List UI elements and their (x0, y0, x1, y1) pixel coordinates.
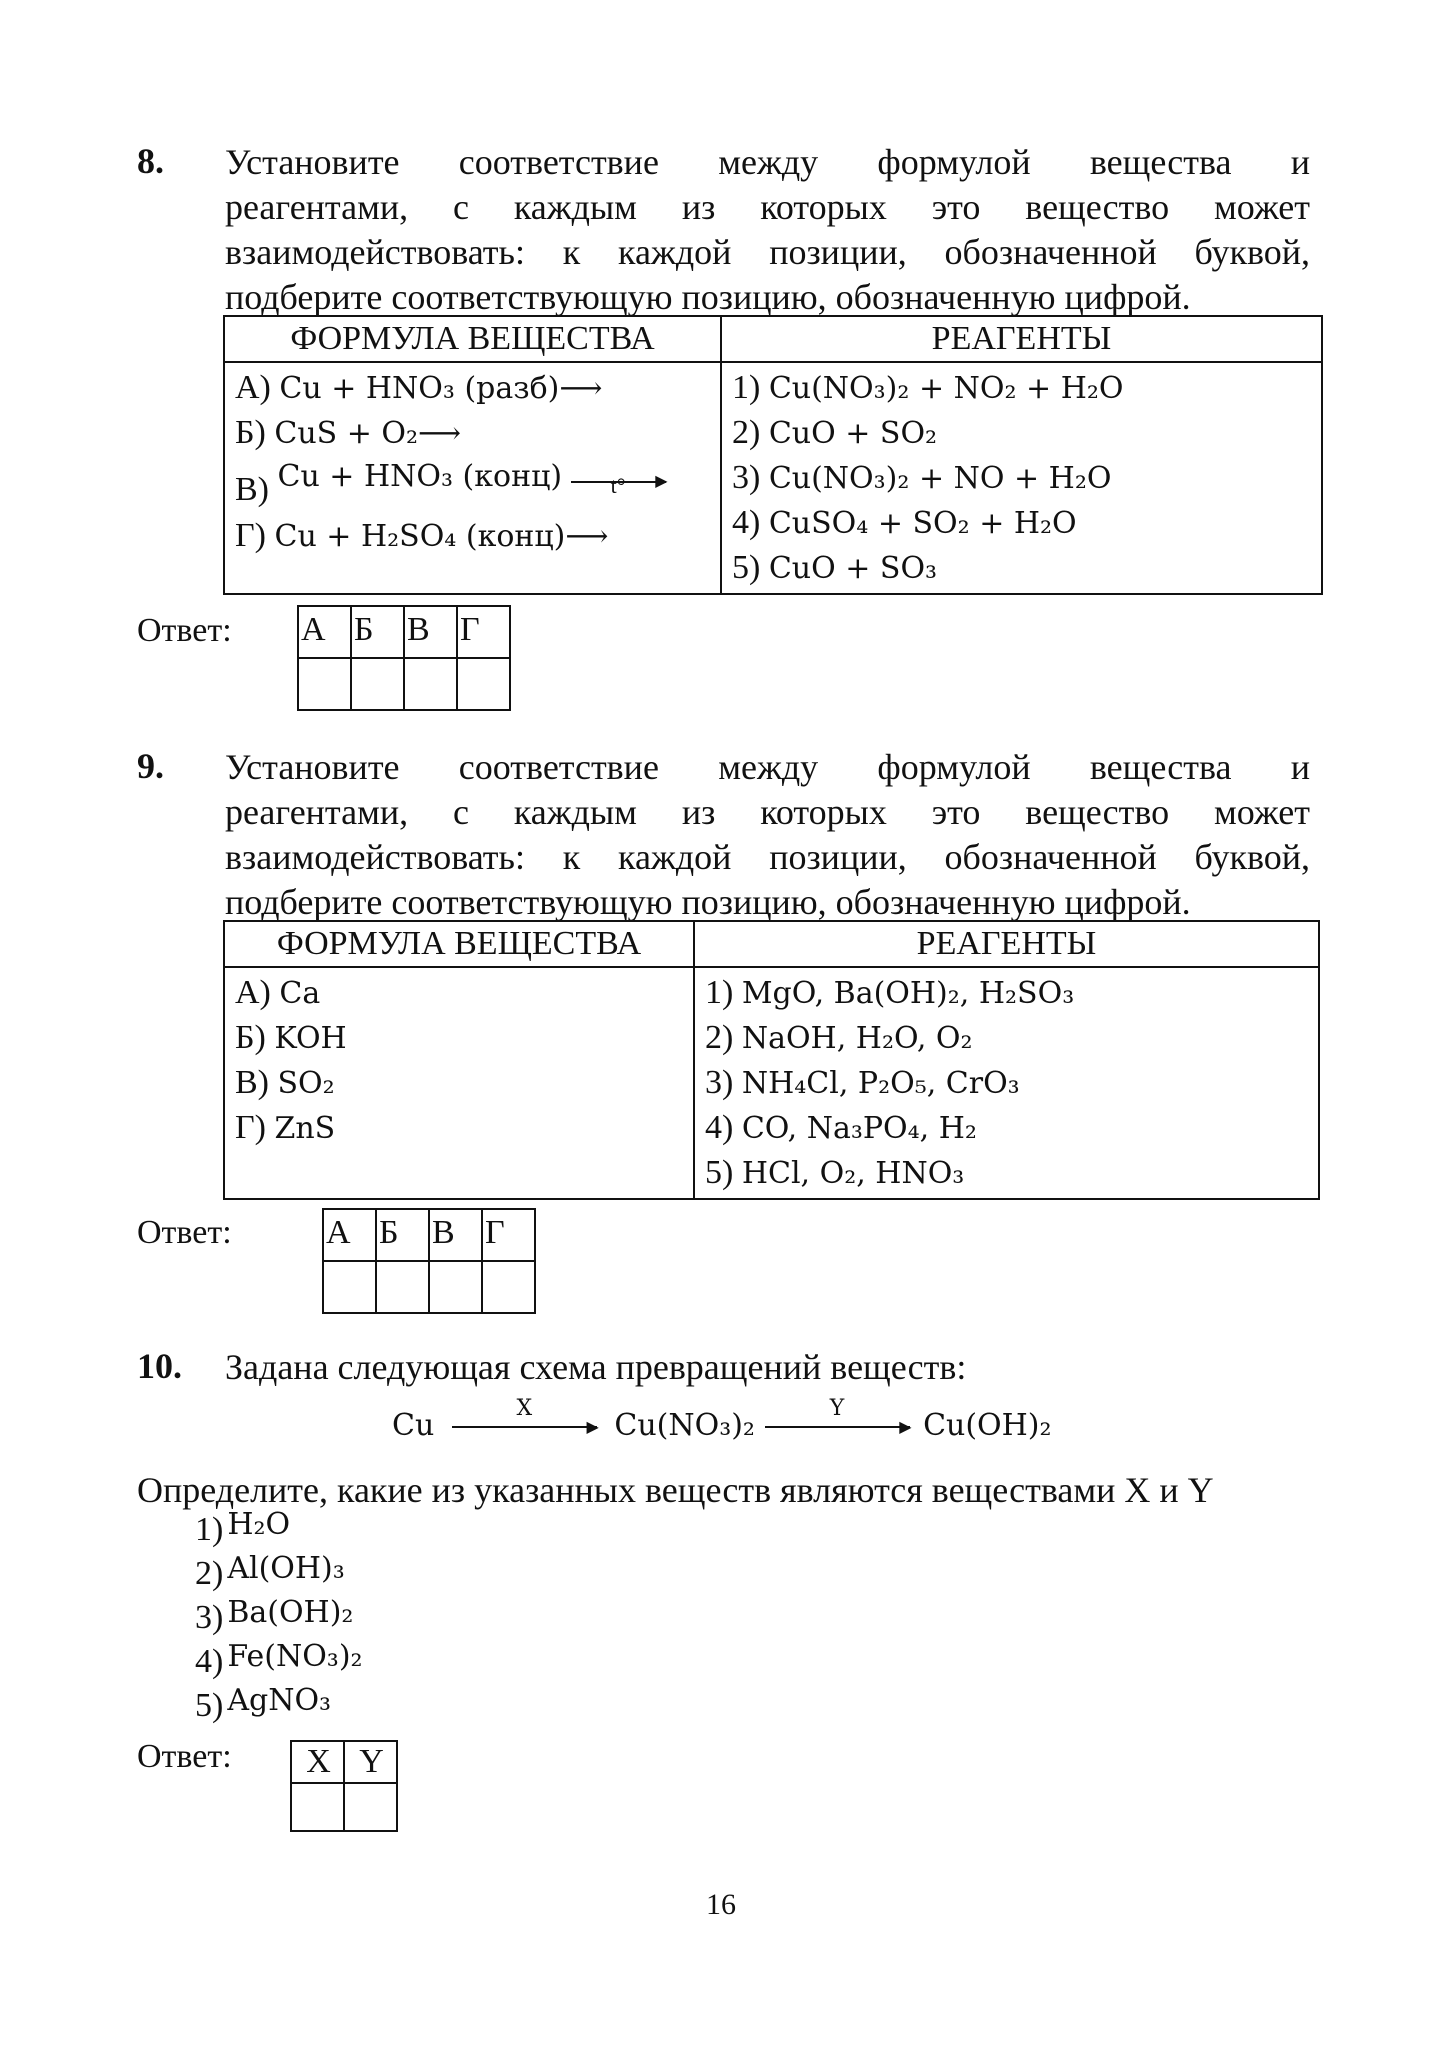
scheme-start: Cu (392, 1408, 435, 1443)
option-item (195, 1508, 363, 1552)
question-8-number: 8. (137, 141, 164, 181)
question-8-text (225, 140, 1310, 320)
option-text: Al(OH)₃ (227, 1551, 345, 1586)
option-text: Fe(NO₃)₂ (227, 1639, 363, 1674)
reagent-item (732, 500, 1311, 545)
question-10-options (195, 1508, 363, 1728)
question-9-number: 9. (137, 746, 164, 786)
formula-text: SO₂ (277, 1066, 335, 1101)
reagent-text: NaOH, H₂O, O₂ (741, 1021, 973, 1056)
item-label: Б) (235, 414, 266, 451)
formula-column (224, 967, 694, 1199)
formula-text: Cu + HNO₃ (разб)⟶ (279, 371, 603, 406)
question-10-question: Определите, какие из указанных веществ являются веществами X и Y (137, 1470, 1214, 1510)
question-9-line-3: взаимодействовать: к каждой позиции, обозначенной буквой, (225, 837, 1310, 877)
item-label: Г) (235, 1109, 266, 1146)
item-label: 5) (705, 1154, 734, 1191)
reagent-text: NH₄Cl, P₂O₅, CrO₃ (741, 1066, 1020, 1101)
reagent-item (732, 410, 1311, 455)
reagent-item (732, 365, 1311, 410)
formula-item (235, 410, 710, 455)
reagents-column-header: РЕАГЕНТЫ (694, 921, 1319, 967)
option-item (195, 1552, 363, 1596)
option-label: 2) (195, 1555, 224, 1592)
question-10-number: 10. (137, 1346, 182, 1386)
formula-item (235, 1060, 683, 1105)
formula-text: Cu + HNO₃ (конц) (277, 459, 563, 494)
item-label: 1) (732, 369, 761, 406)
formula-text: CuS + O₂⟶ (274, 416, 462, 451)
question-9-answer-grid (322, 1208, 536, 1314)
option-label: 3) (195, 1599, 224, 1636)
reagent-item (705, 1105, 1308, 1150)
arrow-label-x: X (516, 1396, 533, 1421)
formula-text: Cu + H₂SO₄ (конц)⟶ (274, 519, 609, 554)
formula-item (235, 1105, 683, 1150)
option-item (195, 1684, 363, 1728)
answer-header-cell: А (298, 606, 351, 658)
reaction-arrow-icon: t° ▶ (571, 481, 666, 483)
arrow-label-y: Y (829, 1396, 845, 1421)
formula-item (235, 455, 710, 513)
answer-input-cell[interactable] (323, 1261, 376, 1313)
formula-item (235, 970, 683, 1015)
answer-input-cell[interactable] (376, 1261, 429, 1313)
question-10-intro: Задана следующая схема превращений веществ: (225, 1347, 967, 1387)
option-text: H₂O (227, 1507, 291, 1542)
formula-column (224, 362, 721, 594)
item-label: 4) (705, 1109, 734, 1146)
formula-column-header: ФОРМУЛА ВЕЩЕСТВА (224, 921, 694, 967)
answer-input-cell[interactable] (482, 1261, 535, 1313)
item-label: 3) (732, 459, 761, 496)
formula-text: ZnS (274, 1111, 336, 1146)
item-label: 2) (732, 414, 761, 451)
question-9-line-2: реагентами, с каждым из которых это вещество может (225, 792, 1310, 832)
page-number: 16 (706, 1888, 736, 1921)
answer-input-cell[interactable] (351, 658, 404, 710)
reagent-text: CuSO₄ + SO₂ + H₂O (768, 506, 1077, 541)
option-label: 5) (195, 1687, 224, 1724)
answer-header-cell: А (323, 1209, 376, 1261)
reagents-column-header: РЕАГЕНТЫ (721, 316, 1322, 362)
option-text: AgNO₃ (227, 1683, 332, 1718)
option-label: 4) (195, 1643, 224, 1680)
answer-input-cell[interactable] (344, 1783, 397, 1831)
scheme-end: Cu(OH)₂ (923, 1408, 1052, 1443)
item-label: В) (235, 471, 269, 508)
reagent-item (705, 970, 1308, 1015)
answer-input-cell[interactable] (429, 1261, 482, 1313)
question-9-line-4: подберите соответствующую позицию, обозначенную цифрой. (225, 882, 1191, 922)
item-label: Г) (235, 517, 266, 554)
question-8-matching-table (223, 315, 1323, 595)
reagent-item (705, 1015, 1308, 1060)
arrow-x-icon: X ▶ (452, 1426, 597, 1428)
item-label: 4) (732, 504, 761, 541)
item-label: 2) (705, 1019, 734, 1056)
reagent-text: CO, Na₃PO₄, H₂ (741, 1111, 977, 1146)
reagent-item (732, 545, 1311, 590)
item-label: В) (235, 1064, 269, 1101)
reagent-text: Cu(NO₃)₂ + NO₂ + H₂O (768, 371, 1124, 406)
answer-input-cell[interactable] (457, 658, 510, 710)
question-8-line-1: Установите соответствие между формулой вещества и (225, 142, 1310, 182)
question-8-line-2: реагентами, с каждым из которых это вещество может (225, 187, 1310, 227)
item-label: А) (235, 369, 271, 406)
arrow-y-icon: Y ▶ (765, 1426, 910, 1428)
reagent-text: Cu(NO₃)₂ + NO + H₂O (768, 461, 1112, 496)
answer-input-cell[interactable] (291, 1783, 344, 1831)
arrow-label: t° (610, 473, 626, 499)
question-10-answer-grid (290, 1740, 398, 1832)
option-item (195, 1596, 363, 1640)
answer-header-cell: В (404, 606, 457, 658)
option-label: 1) (195, 1511, 224, 1548)
answer-header-cell: Б (351, 606, 404, 658)
formula-column-header: ФОРМУЛА ВЕЩЕСТВА (224, 316, 721, 362)
item-label: 5) (732, 549, 761, 586)
question-9-line-1: Установите соответствие между формулой вещества и (225, 747, 1310, 787)
reagent-item (705, 1150, 1308, 1195)
item-label: Б) (235, 1019, 266, 1056)
answer-header-cell: X (291, 1741, 344, 1783)
question-9-text (225, 745, 1310, 925)
item-label: 3) (705, 1064, 734, 1101)
reagent-text: HCl, O₂, HNO₃ (741, 1156, 965, 1191)
answer-input-cell[interactable] (298, 658, 351, 710)
option-item (195, 1640, 363, 1684)
question-10-answer-label: Ответ: (137, 1738, 232, 1775)
formula-text: KOH (274, 1021, 347, 1056)
answer-input-cell[interactable] (404, 658, 457, 710)
question-8-answer-grid (297, 605, 511, 711)
answer-header-cell: Г (482, 1209, 535, 1261)
transformation-scheme (392, 1396, 1052, 1443)
reagent-text: CuO + SO₃ (768, 551, 938, 586)
reagent-item (732, 455, 1311, 500)
reagents-column (694, 967, 1319, 1199)
formula-item (235, 365, 710, 410)
reagent-item (705, 1060, 1308, 1105)
formula-item (235, 1015, 683, 1060)
question-9-matching-table (223, 920, 1320, 1200)
item-label: А) (235, 974, 271, 1011)
answer-header-cell: Г (457, 606, 510, 658)
answer-header-cell: Y (344, 1741, 397, 1783)
reagent-text: CuO + SO₂ (768, 416, 938, 451)
question-8-line-3: взаимодействовать: к каждой позиции, обозначенной буквой, (225, 232, 1310, 272)
reagent-text: MgO, Ba(OH)₂, H₂SO₃ (741, 976, 1075, 1011)
question-9-answer-label: Ответ: (137, 1214, 232, 1251)
question-8-line-4: подберите соответствующую позицию, обозначенную цифрой. (225, 277, 1191, 317)
scheme-middle: Cu(NO₃)₂ (614, 1408, 755, 1443)
question-8-answer-label: Ответ: (137, 612, 232, 649)
formula-text: Ca (279, 976, 321, 1011)
answer-header-cell: В (429, 1209, 482, 1261)
answer-header-cell: Б (376, 1209, 429, 1261)
item-label: 1) (705, 974, 734, 1011)
reagents-column (721, 362, 1322, 594)
option-text: Ba(OH)₂ (227, 1595, 354, 1630)
